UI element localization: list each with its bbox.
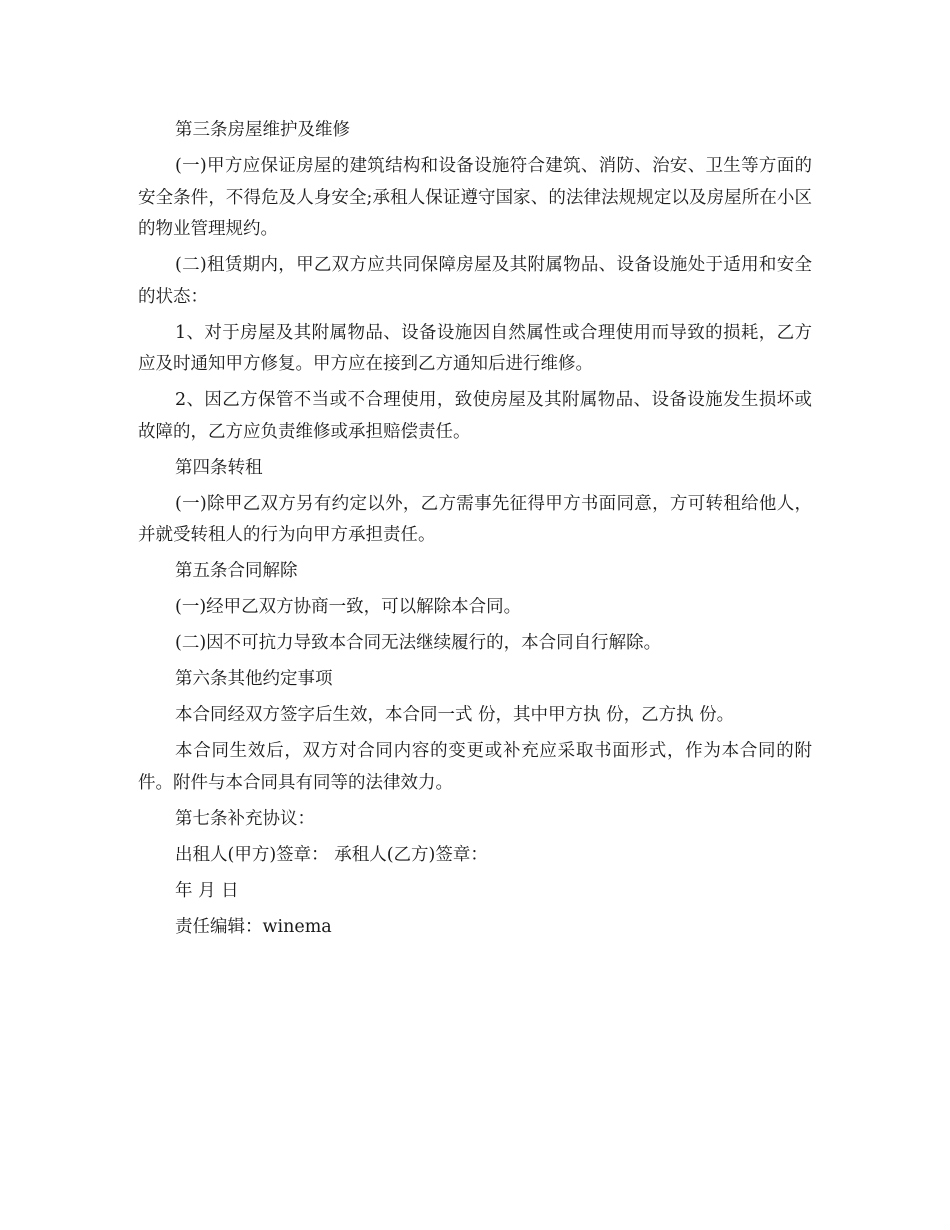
article-3-item-2: 2、因乙方保管不当或不合理使用，致使房屋及其附属物品、设备设施发生损坏或故障的，乙方应负责维修或承担赔偿责任。 (138, 390, 812, 442)
document-body (138, 115, 812, 948)
article-4-clause-1: (一)除甲乙双方另有约定以外，乙方需事先征得甲方书面同意，方可转租给他人，并就受转租人的行为向甲方承担责任。 (138, 493, 812, 545)
editor-credit: 责任编辑：winema (175, 916, 332, 937)
article-3-clause-2: (二)租赁期内，甲乙双方应共同保障房屋及其附属物品、设备设施处于适用和安全的状态： (138, 255, 812, 307)
signature-line: 出租人(甲方)签章： 承租人(乙方)签章： (175, 844, 488, 865)
article-4-heading: 第四条转租 (175, 457, 263, 478)
article-5-heading: 第五条合同解除 (175, 561, 298, 581)
article-5-clause-1: (一)经甲乙双方协商一致，可以解除本合同。 (175, 597, 522, 617)
article-5-clause-2: (二)因不可抗力导致本合同无法继续履行的，本合同自行解除。 (175, 633, 662, 653)
article-3-clause-1: (一)甲方应保证房屋的建筑结构和设备设施符合建筑、消防、治安、卫生等方面的安全条件，不得危及人身安全;承租人保证遵守国家、的法律法规规定以及房屋所在小区的物业管理规约。 (138, 156, 812, 239)
article-6-paragraph-2: 本合同生效后，双方对合同内容的变更或补充应采取书面形式，作为本合同的附件。附件与本合同具有同等的法律效力。 (138, 741, 812, 793)
date-line: 年 月 日 (175, 880, 239, 901)
article-7-heading: 第七条补充协议： (175, 808, 315, 829)
article-6-paragraph-1: 本合同经双方签字后生效，本合同一式 份，其中甲方执 份，乙方执 份。 (175, 705, 735, 725)
article-3-heading: 第三条房屋维护及维修 (175, 120, 350, 140)
article-6-heading: 第六条其他约定事项 (175, 669, 333, 689)
article-3-item-1: 1、对于房屋及其附属物品、设备设施因自然属性或合理使用而导致的损耗，乙方应及时通知甲方修复。甲方应在接到乙方通知后进行维修。 (138, 322, 812, 374)
